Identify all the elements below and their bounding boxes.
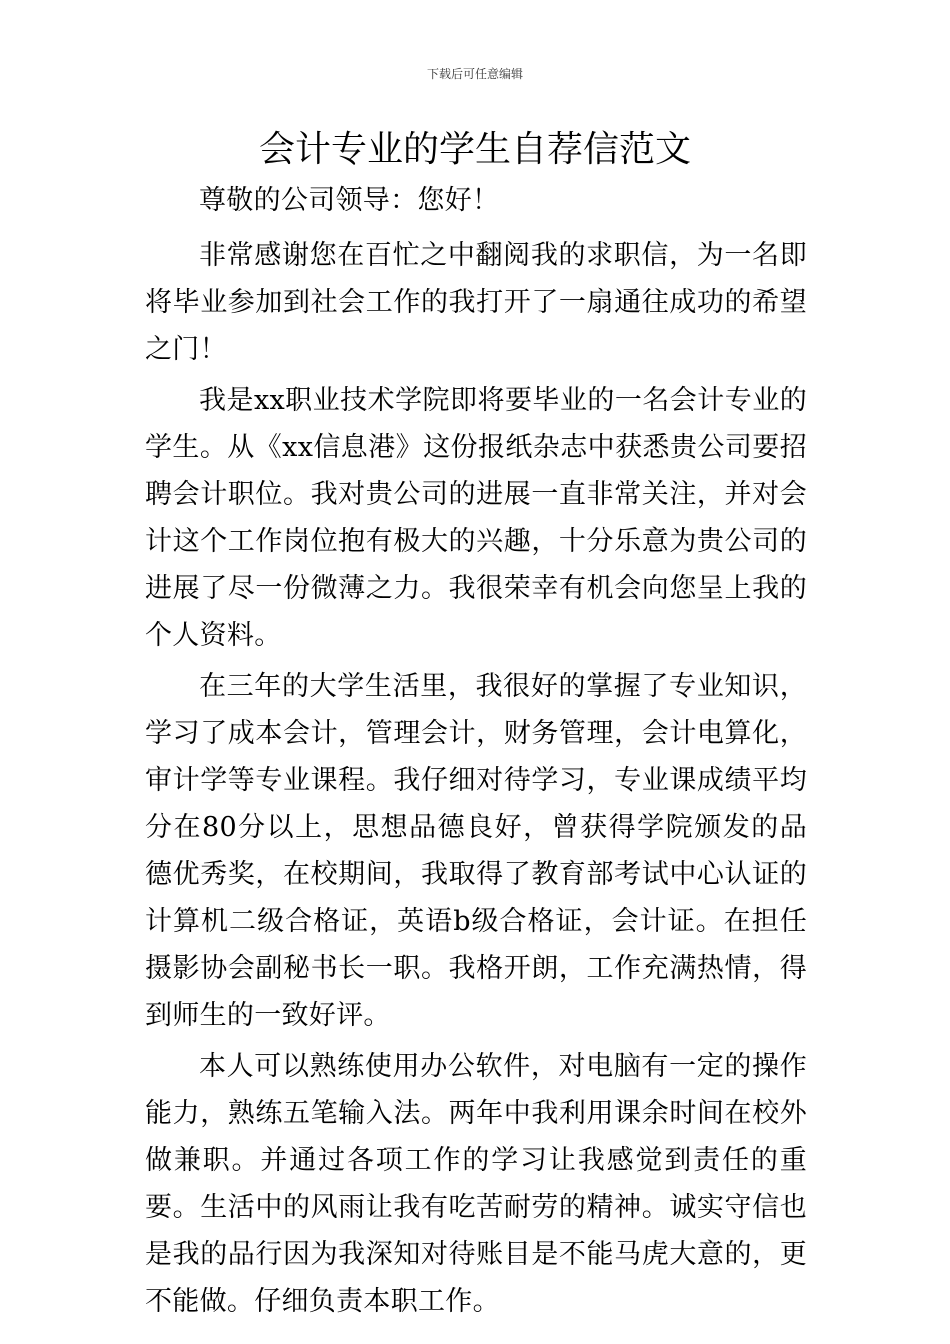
document-title: 会计专业的学生自荐信范文 <box>258 129 691 170</box>
paragraph-3: 在三年的大学生活里，我很好的掌握了专业知识，学习了成本会计，管理会计，财务管理，会计电算化，审计学等专业课程。我仔细对待学习，专业课成绩平均分在80分以上，思想品德良好，曾获得学院颁发的品德优秀奖，在校期间，我取得了教育部考试中心认证的计算机二级合格证，英语b级合格证，会计证。在担任摄影协会副秘书长一职。我格开朗，工作充满热情，得到师生的一致好评。 <box>145 671 807 1031</box>
greeting: 尊敬的公司领导：您好！ <box>199 185 500 216</box>
paragraph-2: 我是xx职业技术学院即将要毕业的一名会计专业的学生。从《xx信息港》这份报纸杂志中获悉贵公司要招聘会计职位。我对贵公司的进展一直非常关注，并对会计这个工作岗位抱有极大的兴趣，十分乐意为贵公司的进展了尽一份微薄之力。我很荣幸有机会向您呈上我的个人资料。 <box>145 385 807 651</box>
paragraph-1: 非常感谢您在百忙之中翻阅我的求职信，为一名即将毕业参加到社会工作的我打开了一扇通往成功的希望之门！ <box>145 240 807 365</box>
letter-body <box>145 177 807 1329</box>
header-note: 下载后可任意编辑 <box>426 67 523 81</box>
paragraph-4: 本人可以熟练使用办公软件，对电脑有一定的操作能力，熟练五笔输入法。两年中我利用课余时间在校外做兼职。并通过各项工作的学习让我感觉到责任的重要。生活中的风雨让我有吃苦耐劳的精神。诚实守信也是我的品行因为我深知对待账目是不能马虎大意的，更不能做。仔细负责本职工作。 <box>145 1051 807 1317</box>
